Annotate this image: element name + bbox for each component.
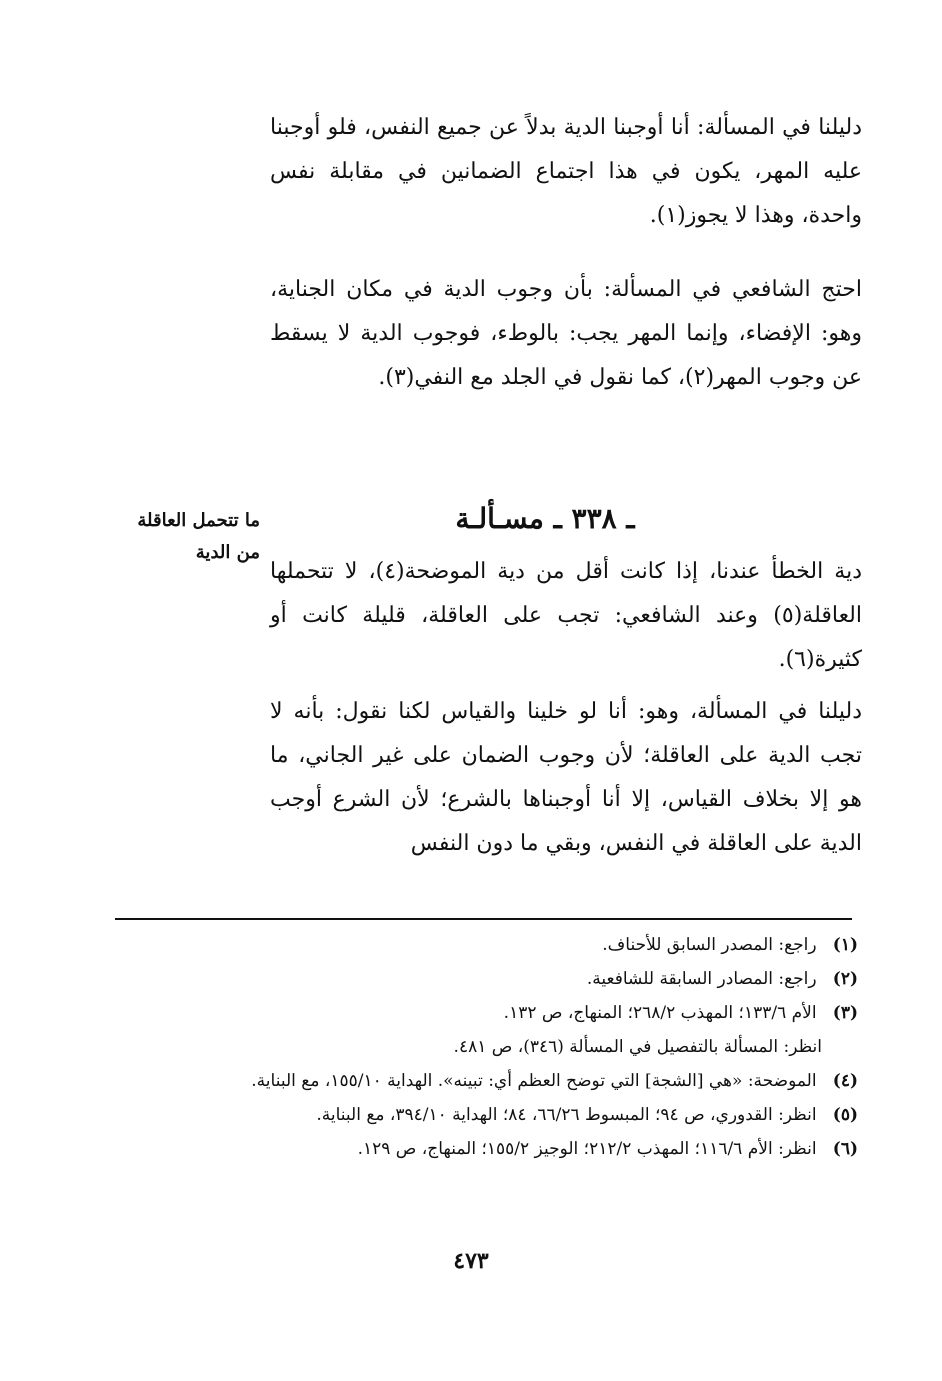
- footnote-number: (٢): [832, 969, 858, 989]
- footnote-text: انظر: الأم ١١٦/٦؛ المهذب ٢١٢/٢؛ الوجيز ١٥٥/٢؛ المنهاج، ص ١٢٩.: [357, 1139, 817, 1159]
- footnote-number: (٤): [832, 1071, 858, 1091]
- margin-note-line-1: ما تتحمل العاقلة: [137, 510, 260, 531]
- footnote-text: راجع: المصادر السابقة للشافعية.: [586, 969, 817, 989]
- paragraph-issue-statement: دية الخطأ عندنا، إذا كانت أقل من دية الموضحة(٤)، لا تتحملها العاقلة(٥) وعند الشافعي: تجب على العاقلة، قليلة كانت أو كثيرة(٦).: [270, 559, 862, 672]
- paragraph-evidence-2: دليلنا في المسألة، وهو: أنا لو خلينا والقياس لكنا نقول: بأنه لا تجب الدية على العاقلة؛ لأن وجوب الضمان على غير الجاني، ما هو إلا بخلاف القياس، إلا أنا أوجبناها بالشرع؛ لأن الشرع أوجب الدية على العاقلة في النفس، وبقي ما دون النفس: [270, 699, 862, 856]
- footnotes: [110, 928, 858, 1166]
- footnote-number: (١): [832, 935, 858, 955]
- footnote-6: [110, 1132, 858, 1166]
- footnote-text: الموضحة: «هي [الشجة] التي توضح العظم أي: تبينه». الهداية ١٥٥/١٠، مع البناية.: [251, 1071, 817, 1091]
- page-number: ٤٧٣: [453, 1248, 489, 1274]
- footnote-3: [110, 996, 858, 1030]
- footnote-number: (٣): [832, 1003, 858, 1023]
- footnote-3-continuation: انظر: المسألة بالتفصيل في المسألة (٣٤٦)، ص ٤٨١.: [453, 1037, 822, 1057]
- footnote-divider: [115, 918, 852, 920]
- footnote-2: [110, 962, 858, 996]
- footnote-text: انظر: القدوري، ص ٩٤؛ المبسوط ٦٦/٢٦، ٨٤؛ الهداية ٣٩٤/١٠، مع البناية.: [316, 1105, 817, 1125]
- footnote-5: [110, 1098, 858, 1132]
- footnote-1: [110, 928, 858, 962]
- paragraph-evidence-1: دليلنا في المسألة: أنا أوجبنا الدية بدلاً عن جميع النفس، فلو أوجبنا عليه المهر، يكون في هذا اجتماع الضمانين في مقابلة نفس واحدة، وهذا لا يجوز(١).: [270, 115, 862, 228]
- footnote-number: (٦): [832, 1139, 858, 1159]
- margin-note: [100, 505, 260, 569]
- paragraph-shafii-argument: احتج الشافعي في المسألة: بأن وجوب الدية في مكان الجناية، وهو: الإفضاء، وإنما المهر يجب: بالوطء، فوجوب الدية لا يسقط عن وجوب المهر(٢)، كما نقول في الجلد مع النفي(٣).: [270, 277, 862, 390]
- issue-heading: ـ ٣٣٨ ـ مسـألـة: [455, 502, 635, 535]
- footnote-text: راجع: المصدر السابق للأحناف.: [602, 935, 817, 955]
- margin-note-line-2: من الدية: [195, 542, 260, 563]
- footnote-number: (٥): [832, 1105, 858, 1125]
- footnote-text: الأم ١٣٣/٦؛ المهذب ٢٦٨/٢؛ المنهاج، ص ١٣٢.: [503, 1003, 817, 1023]
- footnote-4: [110, 1064, 858, 1098]
